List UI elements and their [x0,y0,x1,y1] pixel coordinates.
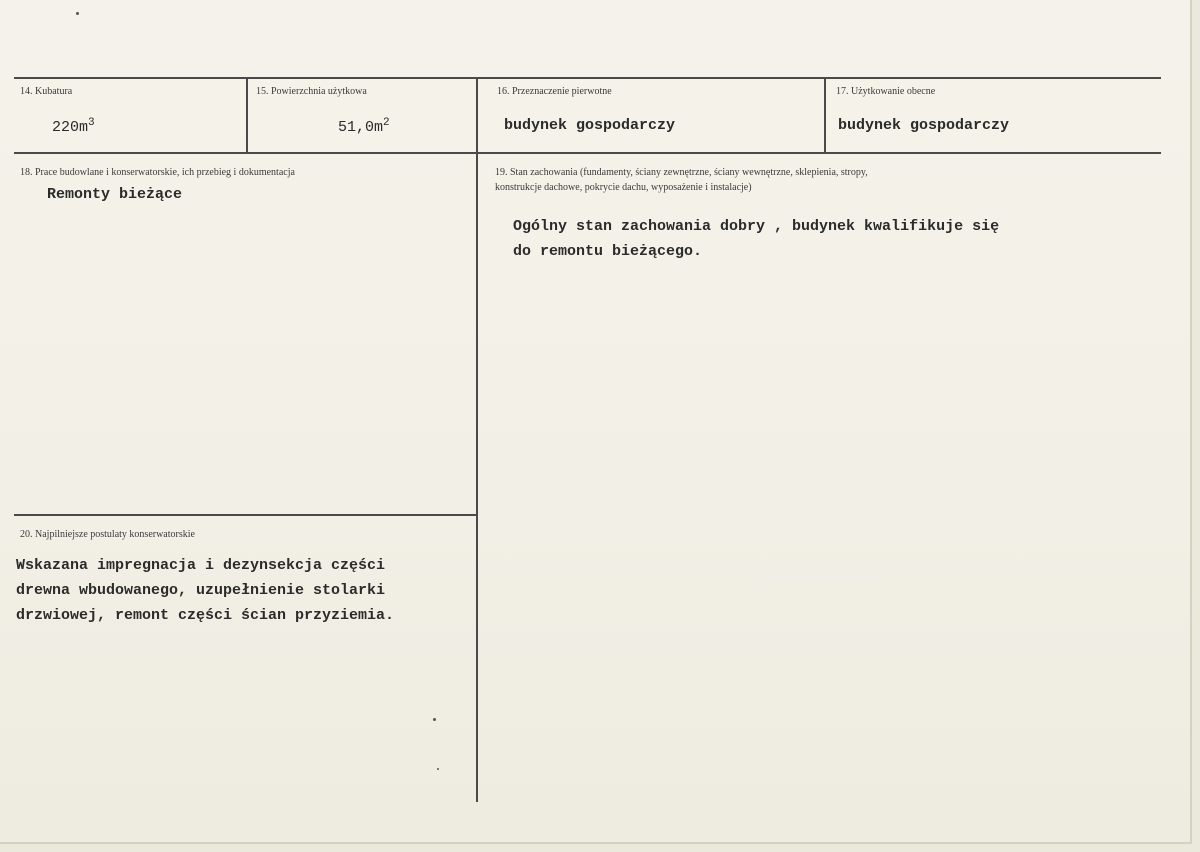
powierzchnia-value [338,116,390,140]
powierzchnia-label: 15. Powierzchnia użytkowa [256,86,367,97]
kubatura-label: 14. Kubatura [20,86,73,97]
ink-speck [437,768,439,770]
kubatura-exponent: 3 [88,117,95,129]
uzytkowanie-value: budynek gospodarczy [838,117,1010,134]
postulaty-label: 20. Najpilniejsze postulaty konserwatorskie [20,529,195,540]
col-divider-1 [246,78,248,153]
stan-label-line1: 19. Stan zachowania (fundamenty, ściany zewnętrzne, ściany wewnętrzne, sklepienia, stropy, [495,167,868,178]
ink-speck [433,718,436,721]
powierzchnia-exponent: 2 [383,117,390,129]
postulaty-text-line1: Wskazana impregnacja i dezynsekcja części [16,557,386,574]
kubatura-value [52,116,95,140]
row-divider [14,152,1161,154]
przeznaczenie-label: 16. Przeznaczenie pierwotne [497,86,612,97]
stan-text-line2: do remontu bieżącego. [513,243,703,260]
col-divider-2 [476,78,478,802]
kubatura-number: 220m [52,119,89,136]
stan-text-line1: Ogólny stan zachowania dobry , budynek kwalifikuje się [513,218,1000,235]
top-rule [14,77,1161,79]
przeznaczenie-value: budynek gospodarczy [504,117,676,134]
prace-value: Remonty bieżące [47,186,183,203]
ink-speck [76,12,79,15]
prace-label: 18. Prace budowlane i konserwatorskie, ich przebieg i dokumentacja [20,167,295,178]
stan-label-line2: konstrukcje dachowe, pokrycie dachu, wyposażenie i instalacje) [495,182,752,193]
uzytkowanie-label: 17. Użytkowanie obecne [836,86,936,97]
postulaty-text-line2: drewna wbudowanego, uzupełnienie stolarki [16,582,386,599]
col-divider-3 [824,78,826,153]
left-column-divider [14,514,476,516]
postulaty-text-line3: drzwiowej, remont części ścian przyziemia. [16,607,395,624]
powierzchnia-number: 51,0m [338,119,384,136]
